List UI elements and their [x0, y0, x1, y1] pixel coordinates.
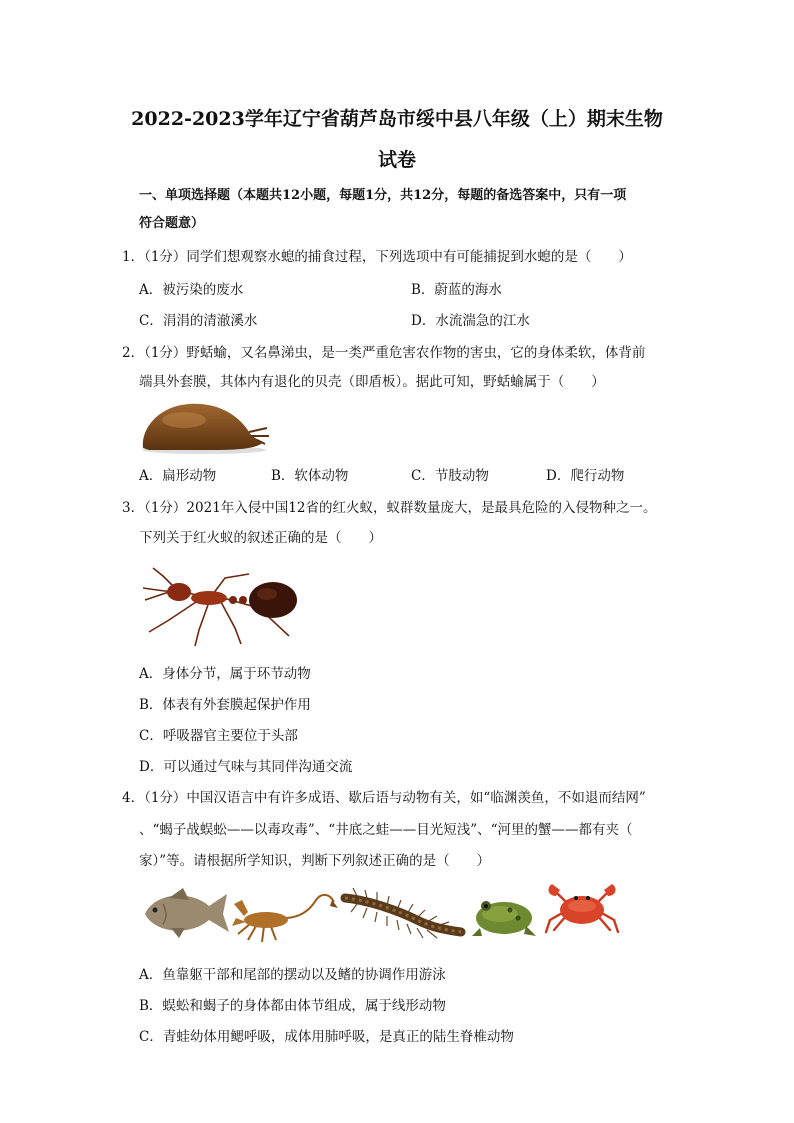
- question-4-option-b[interactable]: B．蜈蚣和蝎子的身体都由体节组成，属于线形动物: [139, 998, 446, 1014]
- exam-title-continued: 试卷: [377, 149, 416, 171]
- question-3-option-c[interactable]: C．呼吸器官主要位于头部: [139, 728, 298, 744]
- frog-photo: [466, 888, 540, 940]
- question-2-stem-continued: 端具外套膜，其体内有退化的贝壳（即盾板）。据此可知，野蛞蝓属于（ ）: [139, 374, 605, 390]
- question-2-option-a[interactable]: A．扁形动物: [139, 468, 217, 484]
- question-1-option-d[interactable]: D．水流湍急的江水: [411, 313, 530, 329]
- question-1-option-b[interactable]: B．蔚蓝的海水: [411, 282, 502, 298]
- question-3-stem: 3．（1分）2021年入侵中国12省的红火蚁，蚁群数量庞大，是最具危险的入侵物种之一。: [122, 500, 657, 516]
- question-4-stem-continued-2: 家）”等。请根据所学知识，判断下列叙述正确的是（ ）: [139, 853, 491, 869]
- scorpion-photo: [230, 890, 340, 946]
- question-1-option-a[interactable]: A．被污染的废水: [139, 282, 244, 298]
- exam-title: 2022-2023学年辽宁省葫芦岛市绥中县八年级（上）期末生物: [131, 108, 663, 130]
- question-4-stem-continued: 、“蝎子战蜈蚣——以毒攻毒”、“井底之蛙——目光短浅”、“河里的蟹——都有夹（: [139, 822, 633, 838]
- question-4-stem: 4．（1分）中国汉语言中有许多成语、歇后语与动物有关，如“临渊羡鱼，不如退而结网”: [122, 790, 646, 806]
- crab-photo: [542, 880, 624, 942]
- question-3-option-d[interactable]: D．可以通过气味与其同伴沟通交流: [139, 759, 353, 775]
- question-4-option-a[interactable]: A．鱼靠躯干部和尾部的摆动以及鳍的协调作用游泳: [139, 967, 446, 983]
- question-1-stem: 1．（1分）同学们想观察水螅的捕食过程，下列选项中有可能捕捉到水螅的是（ ）: [122, 249, 632, 265]
- fish-photo: [139, 884, 231, 940]
- question-3-stem-continued: 下列关于红火蚁的叙述正确的是（ ）: [139, 530, 382, 546]
- section-heading: 一、单项选择题（本题共12小题，每题1分，共12分，每题的备选答案中，只有一项: [139, 188, 627, 203]
- question-2-option-c[interactable]: C．节肢动物: [411, 468, 489, 484]
- question-4-option-c[interactable]: C．青蛙幼体用鳃呼吸，成体用肺呼吸，是真正的陆生脊椎动物: [139, 1029, 514, 1045]
- centipede-photo: [337, 886, 467, 940]
- question-2-stem: 2．（1分）野蛞蝓，又名鼻涕虫，是一类严重危害农作物的害虫，它的身体柔软，体背前: [122, 345, 646, 361]
- question-2-option-b[interactable]: B．软体动物: [271, 468, 349, 484]
- section-heading-continued: 符合题意）: [139, 216, 205, 231]
- slug-photo: [139, 398, 274, 456]
- question-1-option-c[interactable]: C．涓涓的清澈溪水: [139, 313, 258, 329]
- question-3-option-a[interactable]: A．身体分节，属于环节动物: [139, 666, 311, 682]
- fire-ant-photo: [139, 560, 314, 648]
- question-3-option-b[interactable]: B．体表有外套膜起保护作用: [139, 697, 311, 713]
- question-2-option-d[interactable]: D．爬行动物: [546, 468, 625, 484]
